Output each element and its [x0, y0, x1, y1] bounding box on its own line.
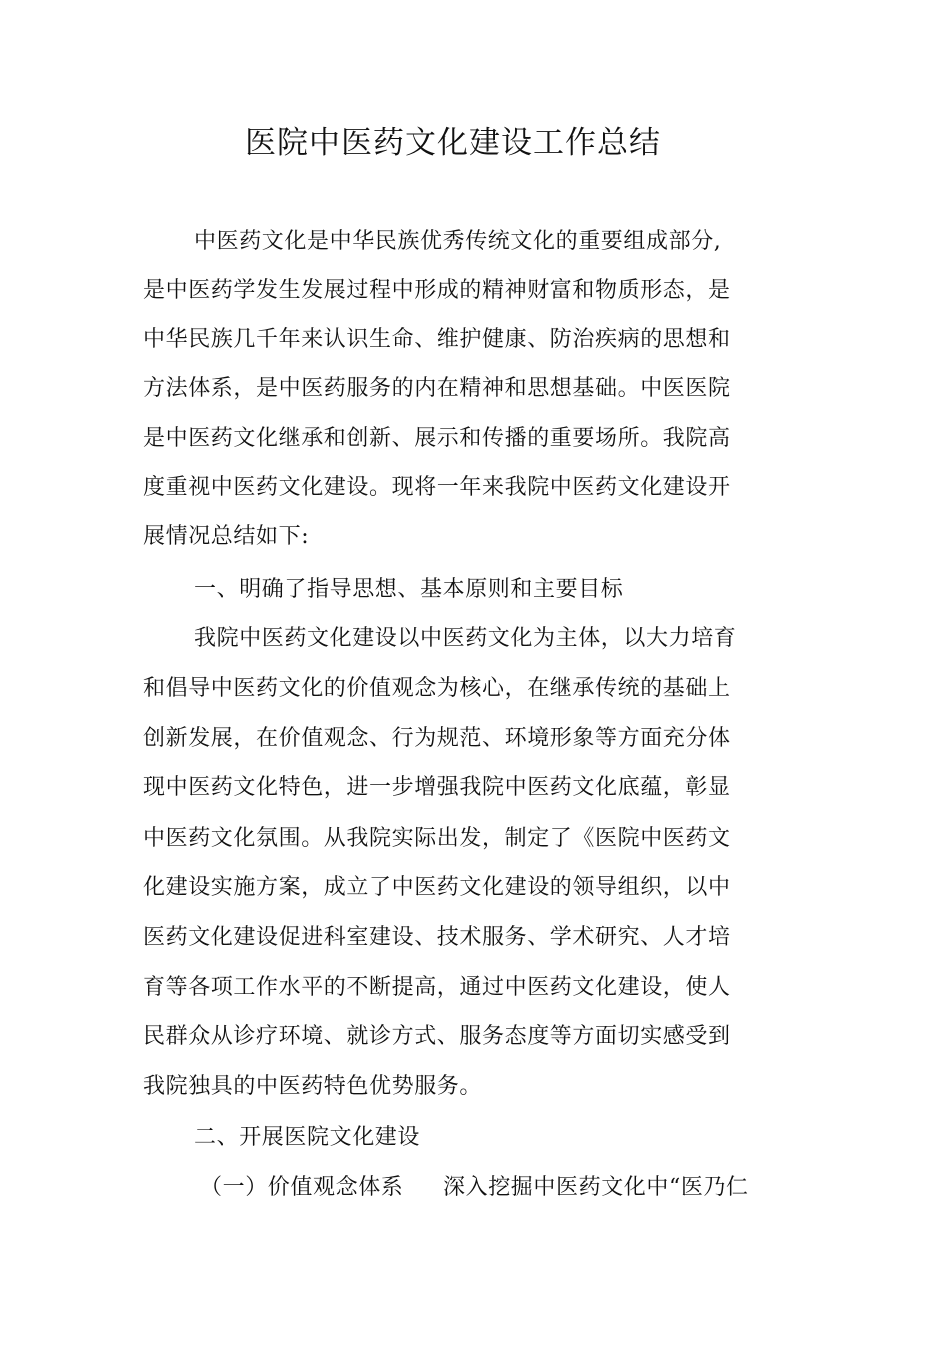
paragraph-line: 中华民族几千年来认识生命、维护健康、防治疾病的思想和 [143, 327, 731, 352]
paragraph-line: 现中医药文化特色，进一步增强我院中医药文化底蕴，彰显 [143, 775, 731, 800]
paragraph-line: 创新发展，在价值观念、行为规范、环境形象等方面充分体 [143, 726, 731, 751]
paragraph-line: 和倡导中医药文化的价值观念为核心，在继承传统的基础上 [143, 676, 731, 701]
paragraph-line: 是中医药文化继承和创新、展示和传播的重要场所。我院高 [143, 426, 731, 451]
section-heading: 二、开展医院文化建设 [194, 1125, 421, 1150]
paragraph-line: 我院独具的中医药特色优势服务。 [143, 1074, 483, 1099]
paragraph-line: 深入挖掘中医药文化中“医乃仁 [443, 1175, 749, 1200]
paragraph-line: 方法体系，是中医药服务的内在精神和思想基础。中医医院 [143, 376, 731, 401]
paragraph-line: 民群众从诊疗环境、就诊方式、服务态度等方面切实感受到 [143, 1024, 731, 1049]
paragraph-line: 展情况总结如下: [143, 524, 310, 549]
paragraph-line: 我院中医药文化建设以中医药文化为主体，以大力培育 [194, 626, 737, 651]
paragraph-line: 医药文化建设促进科室建设、技术服务、学术研究、人才培 [143, 925, 731, 950]
document-title: 医院中医药文化建设工作总结 [245, 125, 661, 161]
paragraph-line: 育等各项工作水平的不断提高，通过中医药文化建设，使人 [143, 975, 731, 1000]
paragraph-line: 度重视中医药文化建设。现将一年来我院中医药文化建设开 [143, 475, 731, 500]
paragraph-line: 化建设实施方案，成立了中医药文化建设的领导组织，以中 [143, 875, 731, 900]
paragraph-line: 中医药文化是中华民族优秀传统文化的重要组成部分, [194, 229, 722, 254]
paragraph-line: 中医药文化氛围。从我院实际出发，制定了《医院中医药文 [143, 826, 731, 851]
paragraph-line: 是中医药学发生发展过程中形成的精神财富和物质形态，是 [143, 278, 731, 303]
subsection-heading: （一）价值观念体系 [200, 1175, 404, 1200]
section-heading: 一、明确了指导思想、基本原则和主要目标 [194, 577, 624, 602]
